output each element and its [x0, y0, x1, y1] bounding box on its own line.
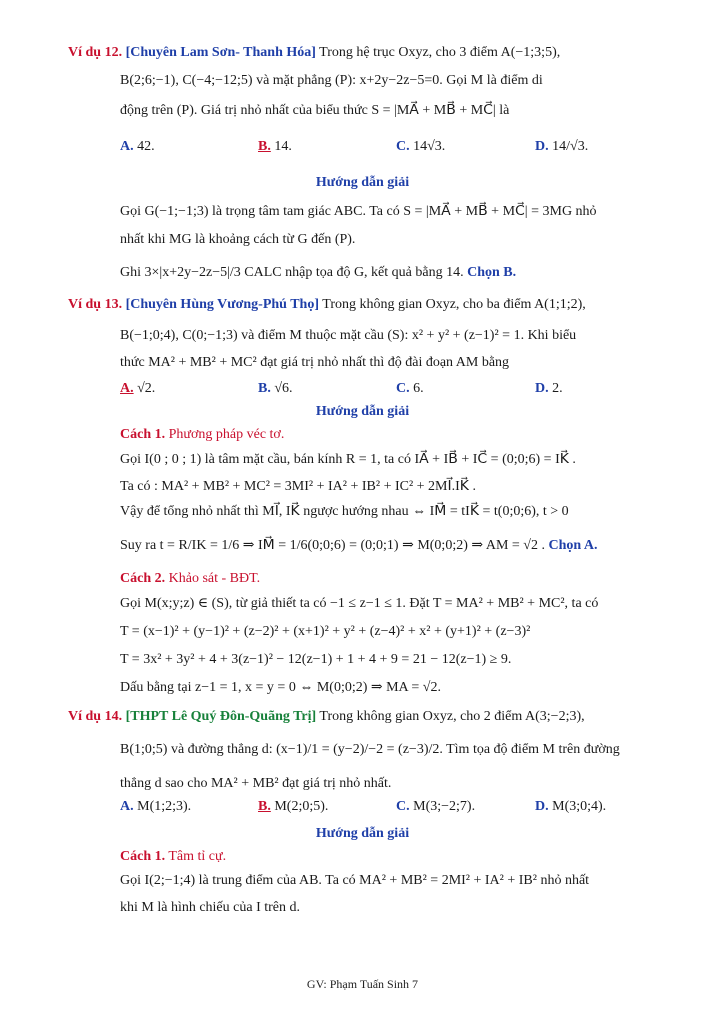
option-c: C. M(3;−2;7). — [396, 799, 476, 814]
option-b: B. M(2;0;5). — [258, 799, 329, 814]
example-12-label: Ví dụ 12. — [68, 45, 123, 60]
example-12-line2: B(2;6;−1), C(−4;−12;5) và mặt phẳng (P): x+2y−2z−5=0. Gọi M là điểm di — [120, 73, 543, 88]
option-a: A. M(1;2;3). — [120, 799, 192, 814]
example-12-choice: Chọn B. — [467, 265, 517, 280]
example-13-header — [68, 296, 586, 314]
example-12-guide-title: Hướng dẫn giải — [315, 175, 410, 190]
page-footer: GV: Phạm Tuấn Sinh 7 — [306, 977, 419, 991]
option-c: C. 14√3. — [396, 139, 446, 154]
example-14-source: [THPT Lê Quý Đôn-Quãng Trị] — [125, 709, 317, 724]
example-13-m2-line2: T = (x−1)² + (y−1)² + (z−2)² + (x+1)² + y² + (z−4)² + x² + (y+1)² + (z−3)² — [120, 624, 531, 639]
example-14-guide-title: Hướng dẫn giải — [315, 826, 410, 841]
example-13-choice: Chọn A. — [548, 538, 598, 553]
example-14-line1: Trong không gian Oxyz, cho 2 điểm A(3;−2;3), — [319, 709, 585, 724]
example-13-m2-line1: Gọi M(x;y;z) ∈ (S), từ giả thiết ta có −1 ≤ z−1 ≤ 1. Đặt T = MA² + MB² + MC², ta có — [120, 596, 599, 611]
option-a: A. 42. — [120, 139, 155, 154]
example-13-label: Ví dụ 13. — [68, 297, 123, 312]
example-13-source: [Chuyên Hùng Vương-Phú Thọ] — [125, 297, 320, 312]
option-c: C. 6. — [396, 381, 424, 396]
example-13-method1: Cách 1. Phương pháp véc tơ. — [120, 427, 285, 442]
example-14-sol2: khi M là hình chiếu của I trên d. — [120, 900, 301, 915]
option-d: D. 2. — [535, 381, 563, 396]
example-12-sol1: Gọi G(−1;−1;3) là trọng tâm tam giác ABC. Ta có S = |MA⃗ + MB⃗ + MC⃗| = 3MG nhỏ — [120, 204, 597, 219]
example-14-label: Ví dụ 14. — [68, 709, 123, 724]
example-14-method1: Cách 1. Tâm tỉ cự. — [120, 849, 227, 864]
example-13-m1-line4: Suy ra t = R/IK = 1/6 ⇒ IM⃗ = 1/6(0;0;6) = (0;0;1) ⇒ M(0;0;2) ⇒ AM = √2 . Chọn A. — [120, 538, 598, 553]
example-14-line2: B(1;0;5) và đường thẳng d: (x−1)/1 = (y−2)/−2 = (z−3)/2. Tìm tọa độ điểm M trên đường — [120, 742, 620, 757]
example-12-sol2: nhất khi MG là khoảng cách từ G đến (P). — [120, 232, 356, 247]
option-b: B. 14. — [258, 139, 292, 154]
example-12-line3: động trên (P). Giá trị nhỏ nhất của biểu thức S = |MA⃗ + MB⃗ + MC⃗| là — [120, 103, 510, 118]
example-13-line1: Trong không gian Oxyz, cho ba điểm A(1;1;2), — [322, 297, 586, 312]
example-12-sol3: Ghi 3×|x+2y−2z−5|/3 CALC nhập tọa độ G, kết quả bằng 14. Chọn B. — [120, 265, 517, 280]
example-13-m1-line1: Gọi I(0 ; 0 ; 1) là tâm mặt cầu, bán kính R = 1, ta có IA⃗ + IB⃗ + IC⃗ = (0;0;6) = IK⃗ . — [120, 452, 576, 467]
example-14-header — [68, 708, 585, 726]
option-d: D. 14/√3. — [535, 139, 589, 154]
example-13-line3: thức MA² + MB² + MC² đạt giá trị nhỏ nhất thì độ đài đoạn AM bằng — [120, 355, 510, 370]
example-12-header — [68, 44, 560, 62]
option-a: A. √2. — [120, 381, 156, 396]
option-d: D. M(3;0;4). — [535, 799, 607, 814]
example-13-m2-line4: Dấu bằng tại z−1 = 1, x = y = 0 ⇔ M(0;0;2) ⇒ MA = √2. — [120, 680, 441, 695]
example-12-line1: Trong hệ trục Oxyz, cho 3 điểm A(−1;3;5), — [319, 45, 561, 60]
option-b: B. √6. — [258, 381, 293, 396]
example-14-line3: thẳng d sao cho MA² + MB² đạt giá trị nhỏ nhất. — [120, 776, 392, 791]
example-14-sol1: Gọi I(2;−1;4) là trung điểm của AB. Ta có MA² + MB² = 2MI² + IA² + IB² nhỏ nhất — [120, 873, 590, 888]
example-13-line2: B(−1;0;4), C(0;−1;3) và điểm M thuộc mặt cầu (S): x² + y² + (z−1)² = 1. Khi biểu — [120, 328, 577, 343]
example-13-method2: Cách 2. Khảo sát - BĐT. — [120, 571, 261, 586]
example-13-m1-line3: Vậy để tổng nhỏ nhất thì MI⃗, IK⃗ ngược hướng nhau ⇔ IM⃗ = tIK⃗ = t(0;0;6), t > 0 — [120, 504, 569, 519]
example-12-source: [Chuyên Lam Sơn- Thanh Hóa] — [125, 45, 316, 60]
example-13-guide-title: Hướng dẫn giải — [315, 404, 410, 419]
example-13-m2-line3: T = 3x² + 3y² + 4 + 3(z−1)² − 12(z−1) + 1 + 4 + 9 = 21 − 12(z−1) ≥ 9. — [120, 652, 512, 667]
example-13-m1-line2: Ta có : MA² + MB² + MC² = 3MI² + IA² + IB² + IC² + 2MI⃗.IK⃗ . — [120, 479, 476, 494]
